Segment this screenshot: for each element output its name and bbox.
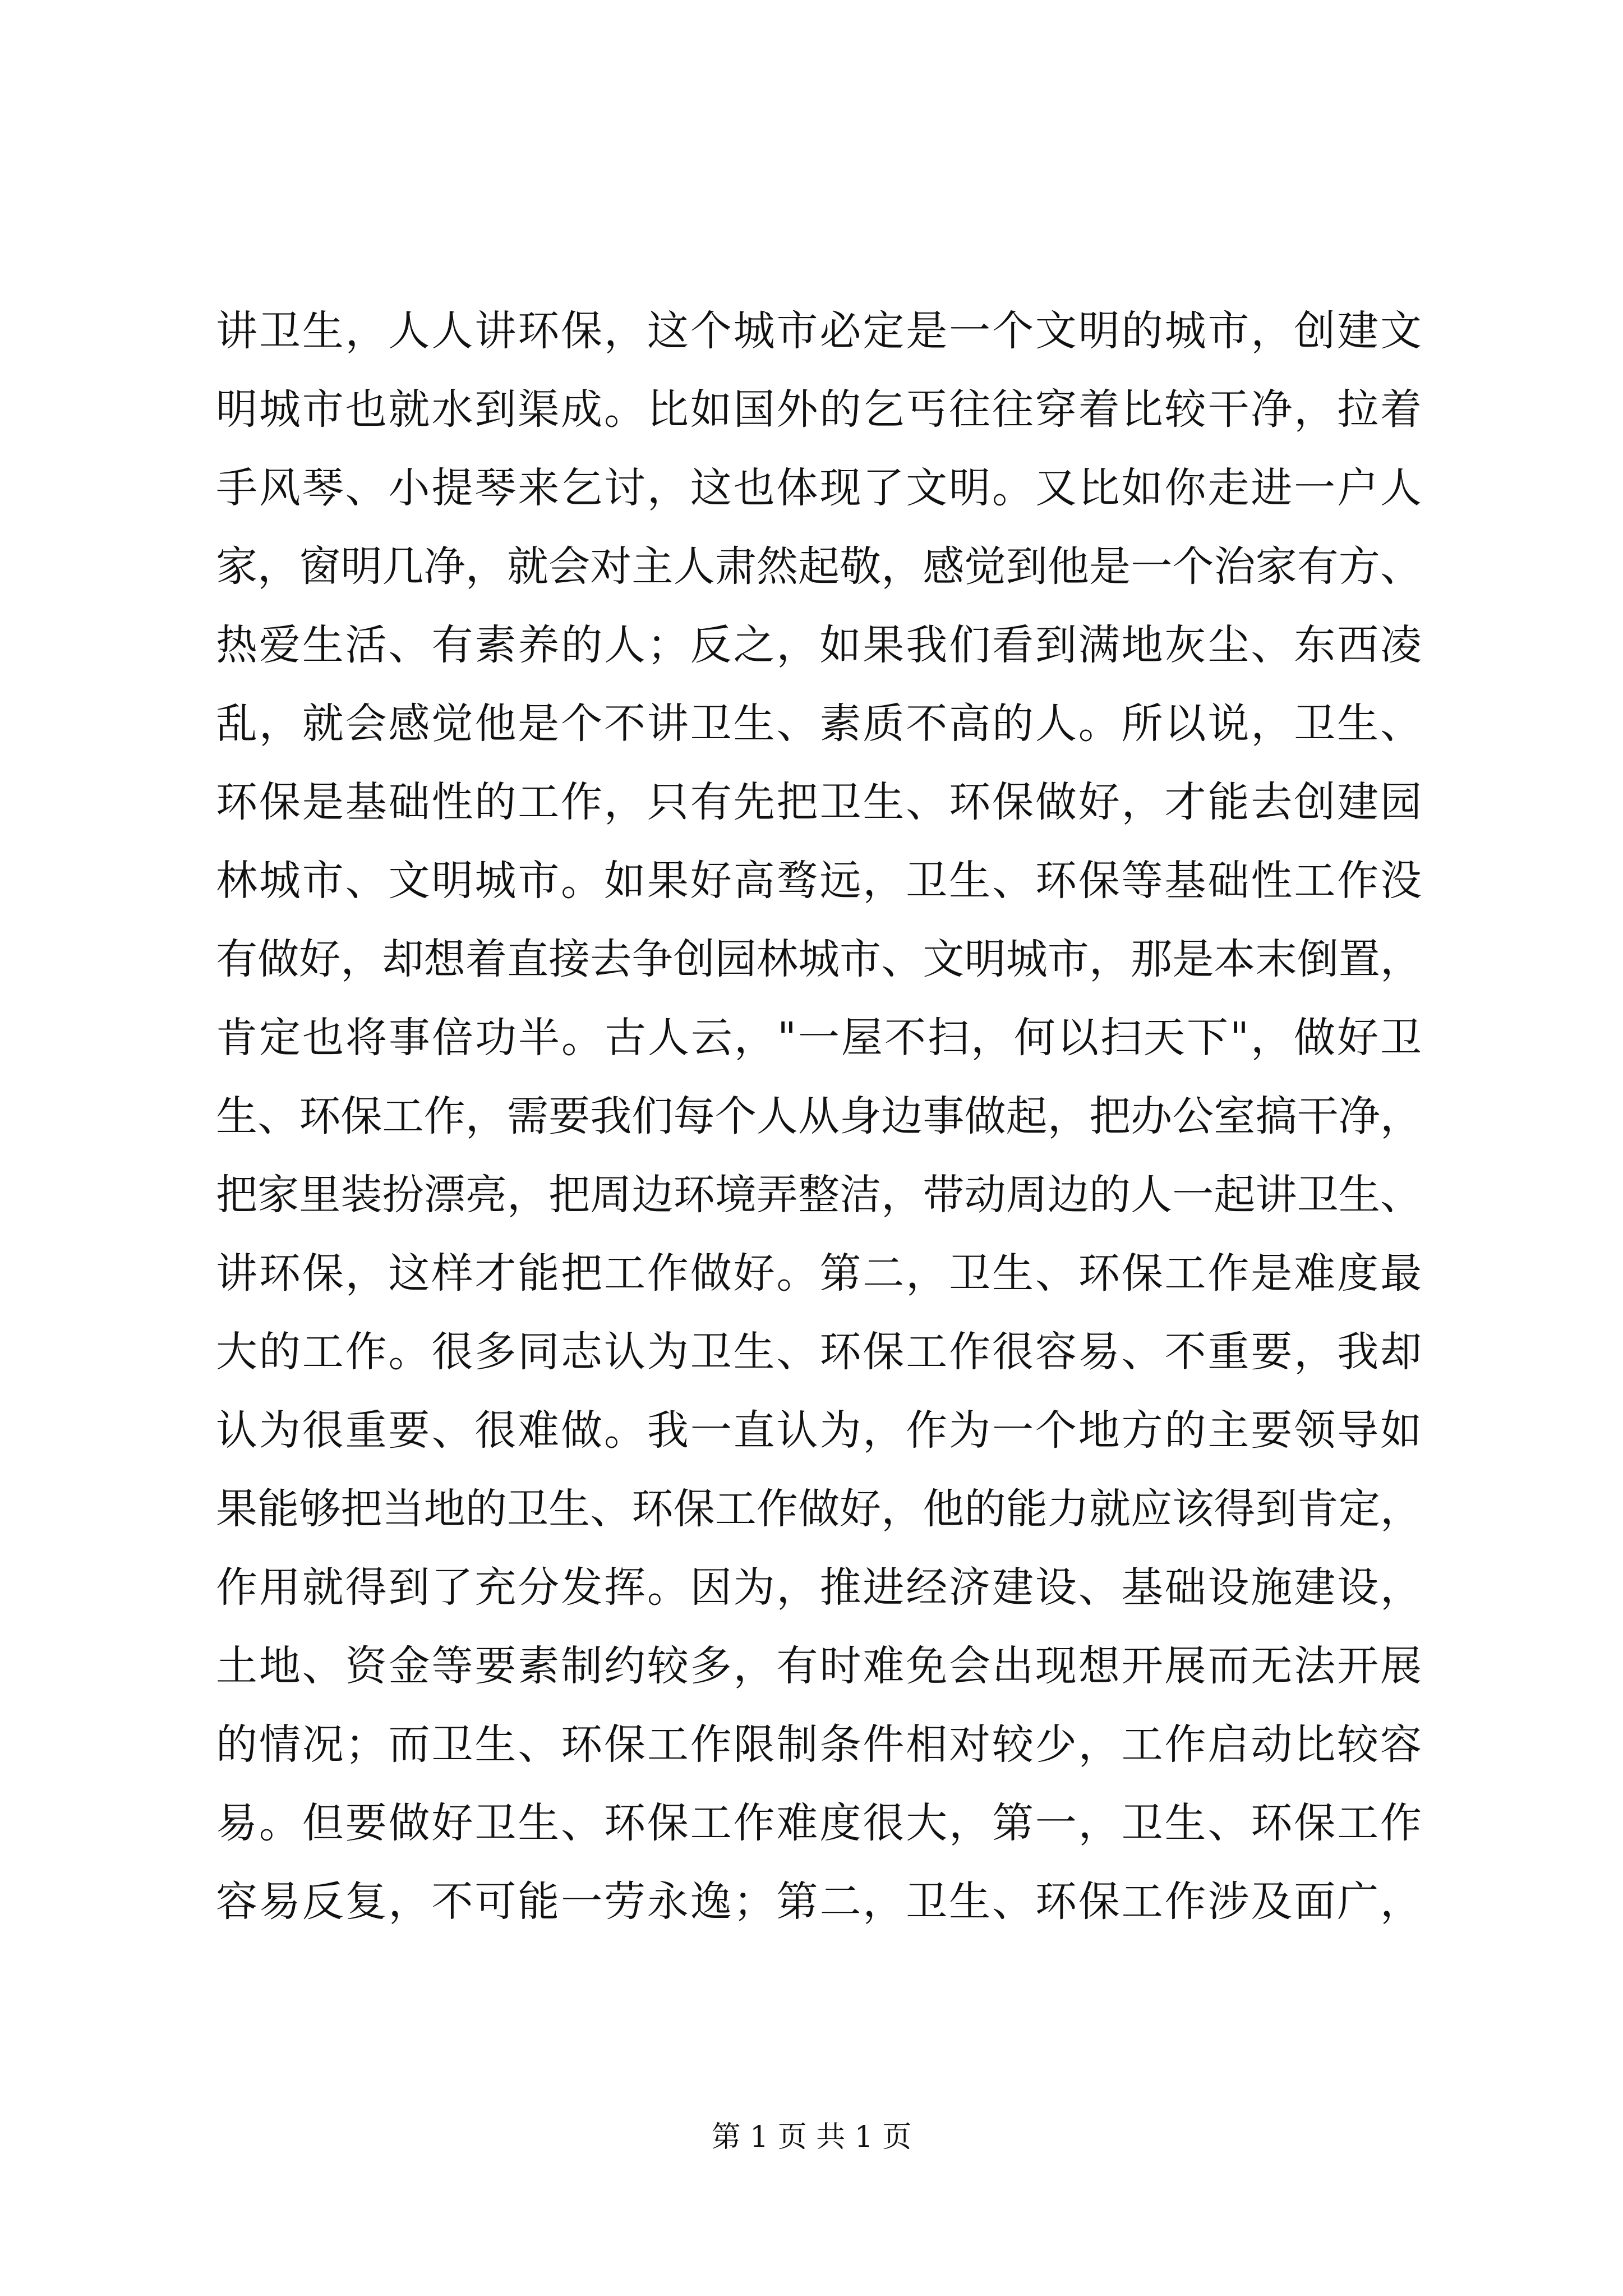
- text-line: 讲卫生，人人讲环保，这个城市必定是一个文明的城市，创建文: [216, 307, 1422, 355]
- text-line: 易。但要做好卫生、环保工作难度很大，第一，卫生、环保工作: [216, 1799, 1422, 1847]
- text-line: 林城市、文明城市。如果好高骛远，卫生、环保等基础性工作没: [216, 857, 1422, 905]
- text-line: 热爱生活、有素养的人；反之，如果我们看到满地灰尘、东西凌: [216, 621, 1422, 669]
- text-line: 肯定也将事倍功半。古人云，"一屋不扫，何以扫天下"，做好卫: [216, 1014, 1422, 1062]
- page-footer: 第 1 页 共 1 页: [711, 2120, 912, 2154]
- text-line: 有做好，却想着直接去争创园林城市、文明城市，那是本末倒置，: [216, 935, 1422, 983]
- text-line: 讲环保，这样才能把工作做好。第二，卫生、环保工作是难度最: [216, 1249, 1422, 1297]
- text-line: 认为很重要、很难做。我一直认为，作为一个地方的主要领导如: [216, 1406, 1422, 1455]
- text-line: 明城市也就水到渠成。比如国外的乞丐往往穿着比较干净，拉着: [216, 385, 1422, 434]
- text-line: 生、环保工作，需要我们每个人从身边事做起，把办公室搞干净，: [216, 1092, 1422, 1140]
- text-line: 土地、资金等要素制约较多，有时难免会出现想开展而无法开展: [216, 1642, 1422, 1690]
- text-line: 家，窗明几净，就会对主人肃然起敬，感觉到他是一个治家有方、: [216, 542, 1422, 591]
- text-line: 乱，就会感觉他是个不讲卫生、素质不高的人。所以说，卫生、: [216, 700, 1422, 748]
- text-line: 容易反复，不可能一劳永逸；第二，卫生、环保工作涉及面广，: [216, 1878, 1422, 1926]
- text-line: 大的工作。很多同志认为卫生、环保工作很容易、不重要，我却: [216, 1328, 1422, 1376]
- text-line: 果能够把当地的卫生、环保工作做好，他的能力就应该得到肯定，: [216, 1485, 1422, 1533]
- body-text: [216, 292, 1422, 1941]
- text-line: 作用就得到了充分发挥。因为，推进经济建设、基础设施建设，: [216, 1563, 1422, 1612]
- text-line: 的情况；而卫生、环保工作限制条件相对较少，工作启动比较容: [216, 1720, 1422, 1769]
- text-line: 手风琴、小提琴来乞讨，这也体现了文明。又比如你走进一户人: [216, 464, 1422, 512]
- text-line: 环保是基础性的工作，只有先把卫生、环保做好，才能去创建园: [216, 778, 1422, 826]
- text-line: 把家里装扮漂亮，把周边环境弄整洁，带动周边的人一起讲卫生、: [216, 1171, 1422, 1219]
